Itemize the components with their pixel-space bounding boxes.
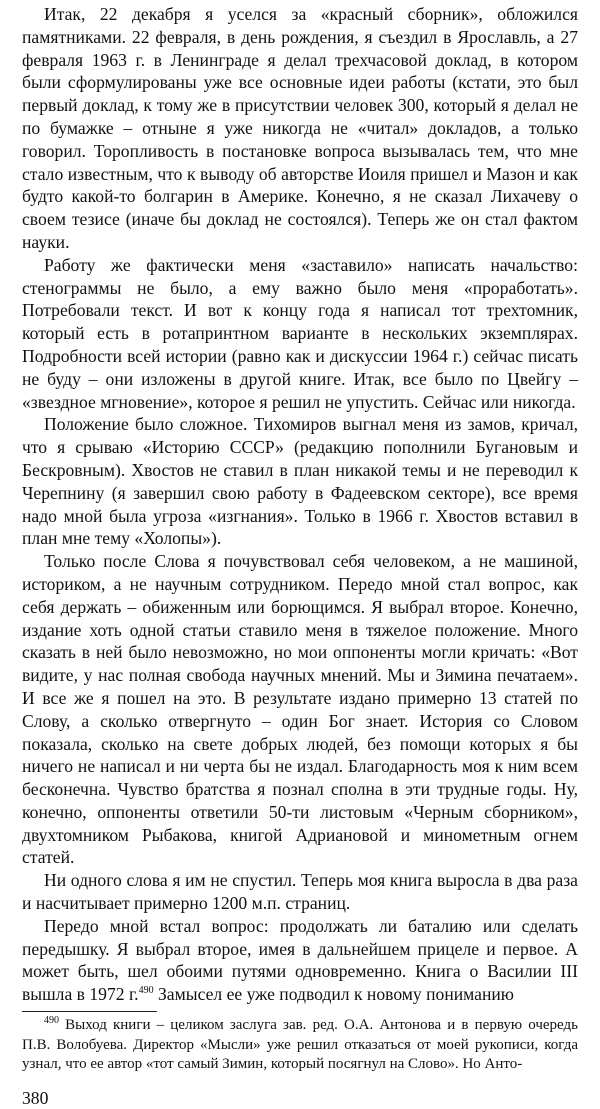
paragraph-4: Только после Слова я почувствовал себя человеком, а не машиной, историком, а не научным сотрудником. Передо мной стал вопрос, как себя держать – обиженным или борющимся. Я выбрал второе. Конечно, издание хоть одной статьи ставило меня в тяжелое положение. Много сказать в ней было невозможно, но мои оппоненты могли кричать: «Вот видите, у нас полная свобода научных мнений. Мы и Зимина печатаем». И все же я пошел на это. В результате издано примерно 13 статей по Слову, а сколько отвергнуто – один Бог знает. История со Словом показала, сколько на свете добрых людей, без помощи которых я бы ничего не написал и ни черта бы не издал. Благодарность моя к ним всем бесконечна. Чувство братства я познал сполна в эти трудные годы. Ну, конечно, оппоненты ответили 50-ти листовым «Черным сборником», двухтомником Рыбакова, книгой Адриановой и миномeтным огнем статей. bbox=[22, 551, 578, 868]
footnote-divider bbox=[22, 1011, 157, 1012]
paragraph-6-text-end: Замысел ее уже подводил к новому пониманию bbox=[153, 984, 514, 1005]
paragraph-2: Работу же фактически меня «заставило» написать начальство: стенограммы не было, а ему важно было меня «проработать». Потребовали текст. И вот к концу года я написал тот трехтомник, который есть в ротапринтном варианте в нескольких экземплярах. Подробности всей истории (равно как и дискуссии 1964 г.) сейчас писать не буду – они изложены в другой книге. Итак, все было по Цвейгу – «звездное мгновение», которое я решил не упустить. Сейчас или никогда. bbox=[22, 254, 578, 412]
footnote-reference-490[interactable]: 490 bbox=[138, 985, 154, 997]
book-page bbox=[22, 3, 578, 1109]
paragraph-5: Ни одного слова я им не спустил. Теперь моя книга выросла в два раза и насчитывает примерно 1200 м.п. страниц. bbox=[22, 870, 578, 914]
footnote-490 bbox=[22, 1016, 578, 1075]
paragraph-6 bbox=[22, 915, 578, 1006]
body-text bbox=[22, 3, 578, 1006]
page-number: 380 bbox=[22, 1087, 49, 1108]
footnote-text: Выход книги – целиком заслуга зав. ред. О.А. Антонова и в первую очередь П.В. Волобуева. Директор «Мысли» уже решил отказаться от моей рукописи, когда узнал, что ее автор «тот самый Зимин, который посягнул на Слово». Но Анто- bbox=[22, 1017, 578, 1073]
footnote-marker: 490 bbox=[44, 1015, 59, 1027]
paragraph-6-text-start: Передо мной встал вопрос: продолжать ли баталию или сделать передышку. Я выбрал второе, имея в дальнейшем прицеле и первое. А может быть, шел обоими путями одновременно. Книга о Василии III вышла в 1972 г. bbox=[22, 915, 578, 1005]
paragraph-3: Положение было сложное. Тихомиров выгнал меня из замов, кричал, что я срываю «Историю СССР» (редакцию пополнили Бугановым и Бескровным). Хвостов не ставил в план никакой темы и не переводил к Черепнину (я завершил свою работу в Фадеевском секторе), все время надо мной была угроза «изгнания». Только в 1966 г. Хвостов вставил в план мне тему «Холопы»). bbox=[22, 414, 578, 549]
paragraph-1: Итак, 22 декабря я уселся за «красный сборник», обложился памятниками. 22 февраля, в день рождения, я съездил в Ярославль, а 27 февраля 1963 г. в Ленинграде я делал трехчасовой доклад, в котором были сформулированы уже все основные идеи работы (кстати, это был первый доклад, к тому же в присутствии человек 300, который я делал не по бумажке – отныне я уже никогда не «читал» докладов, а только говорил. Торопливость в постановке вопроса вызывалась тем, что мне стало известным, что к выводу об авторстве Иоиля пришел и Мазон и как будто какой-то болгарин в Америке. Конечно, я не сказал Лихачеву о своем тезисе (иначе бы доклад не состоялся). Теперь же он стал фактом науки. bbox=[22, 4, 578, 252]
